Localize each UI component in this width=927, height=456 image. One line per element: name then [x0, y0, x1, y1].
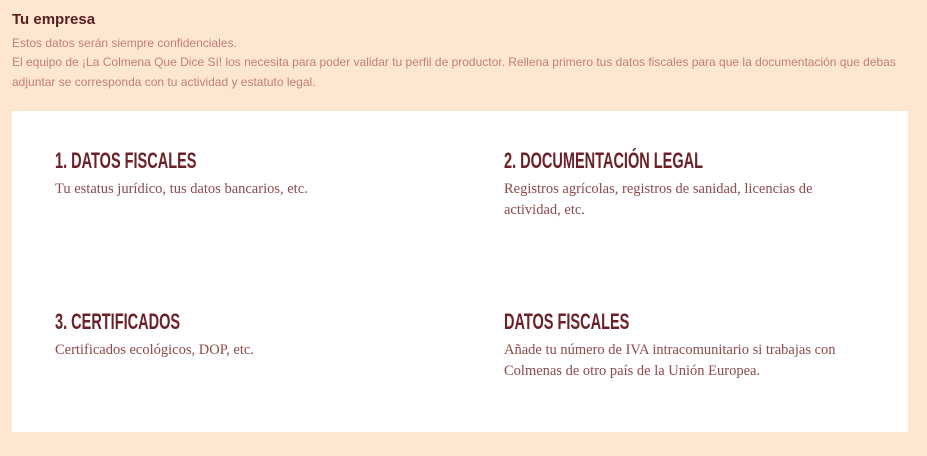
card-title[interactable]: 2. DOCUMENTACIÓN LEGAL [504, 148, 703, 173]
card-certificados[interactable] [55, 309, 415, 361]
card-description: Tu estatus jurídico, tus datos bancarios, etc. [55, 181, 308, 197]
card-datos-fiscales[interactable] [55, 148, 415, 200]
card-title[interactable]: DATOS FISCALES [504, 309, 630, 334]
card-description: Registros agrícolas, registros de sanidad, licencias de actividad, etc. [504, 181, 813, 218]
card-title[interactable]: 1. DATOS FISCALES [55, 148, 197, 173]
section-header [12, 11, 917, 92]
card-datos-fiscales-iva[interactable] [504, 309, 864, 382]
section-title: Tu empresa [12, 11, 96, 28]
card-description: Añade tu número de IVA intracomunitario si trabajas con Colmenas de otro país de la Unión Europea. [504, 342, 836, 379]
card-title[interactable]: 3. CERTIFICADOS [55, 309, 181, 334]
section-description: El equipo de ¡La Colmena Que Dice Sí! los necesita para poder validar tu perfil de productor. Rellena primero tus datos fiscales para que la documentación que debas adjuntar se corresponda con tu actividad y estatuto legal. [12, 55, 896, 89]
card-documentacion-legal[interactable] [504, 148, 864, 221]
confidentiality-note: Estos datos serán siempre confidenciales. [12, 36, 237, 50]
documents-panel [12, 111, 908, 432]
card-description: Certificados ecológicos, DOP, etc. [55, 342, 254, 358]
